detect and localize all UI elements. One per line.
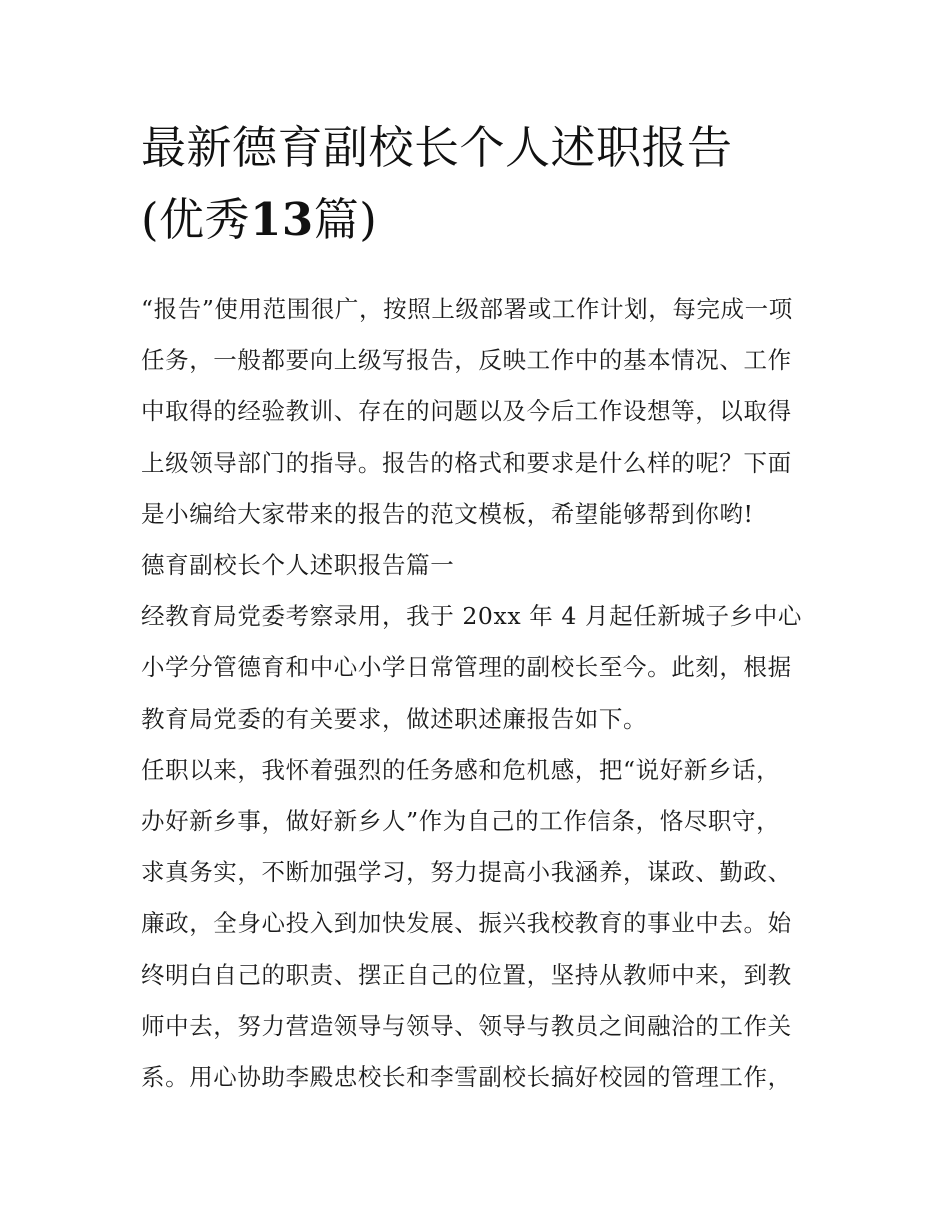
title-line-2-prefix: (优秀 — [141, 193, 251, 246]
document-content — [141, 112, 813, 1103]
section1-paragraph-2 — [141, 745, 813, 1103]
title-line-2-number: 13 — [250, 193, 314, 246]
paragraph-line: 廉政，全身心投入到加快发展、振兴我校教育的事业中去。始 — [141, 909, 792, 938]
paragraph-line: 办好新乡事，做好新乡人”作为自己的工作信条，恪尽职守， — [141, 807, 781, 836]
intro-line: 任务，一般都要向上级写报告，反映工作中的基本情况、工作 — [141, 346, 792, 375]
intro-line: 上级领导部门的指导。报告的格式和要求是什么样的呢？下面 — [141, 448, 792, 477]
paragraph-line: 小学分管德育和中心小学日常管理的副校长至今。此刻，根据 — [141, 653, 792, 682]
intro-line: “报告”使用范围很广，按照上级部署或工作计划，每完成一项 — [141, 295, 793, 323]
paragraph-line: 任职以来，我怀着强烈的任务感和危机感，把“说好新乡话， — [141, 755, 781, 784]
paragraph-line: 经教育局党委考察录用，我于 20xx 年 4 月起任新城子乡中心 — [141, 602, 802, 631]
document-title — [141, 112, 813, 256]
section1-paragraph-1 — [141, 591, 813, 745]
title-line-2-suffix: 篇) — [313, 193, 378, 246]
paragraph-line: 终明白自己的职责、摆正自己的位置，坚持从教师中来，到教 — [141, 960, 792, 989]
paragraph-line: 系。用心协助李殿忠校长和李雪副校长搞好校园的管理工作， — [141, 1063, 792, 1092]
title-line-1: 最新德育副校长个人述职报告 — [141, 121, 733, 174]
section-heading: 德育副校长个人述职报告篇一 — [141, 551, 455, 580]
paragraph-line: 师中去，努力营造领导与领导、领导与教员之间融洽的工作关 — [141, 1011, 792, 1040]
intro-line: 是小编给大家带来的报告的范文模板，希望能够帮到你哟! — [141, 499, 754, 528]
document-body — [141, 284, 813, 1103]
intro-line: 中取得的经验教训、存在的问题以及今后工作设想等，以取得 — [141, 397, 792, 426]
paragraph-line: 教育局党委的有关要求，做述职述廉报告如下。 — [141, 704, 648, 733]
intro-paragraph — [141, 284, 813, 540]
paragraph-line: 求真务实，不断加强学习，努力提高小我涵养，谋政、勤政、 — [141, 858, 792, 887]
